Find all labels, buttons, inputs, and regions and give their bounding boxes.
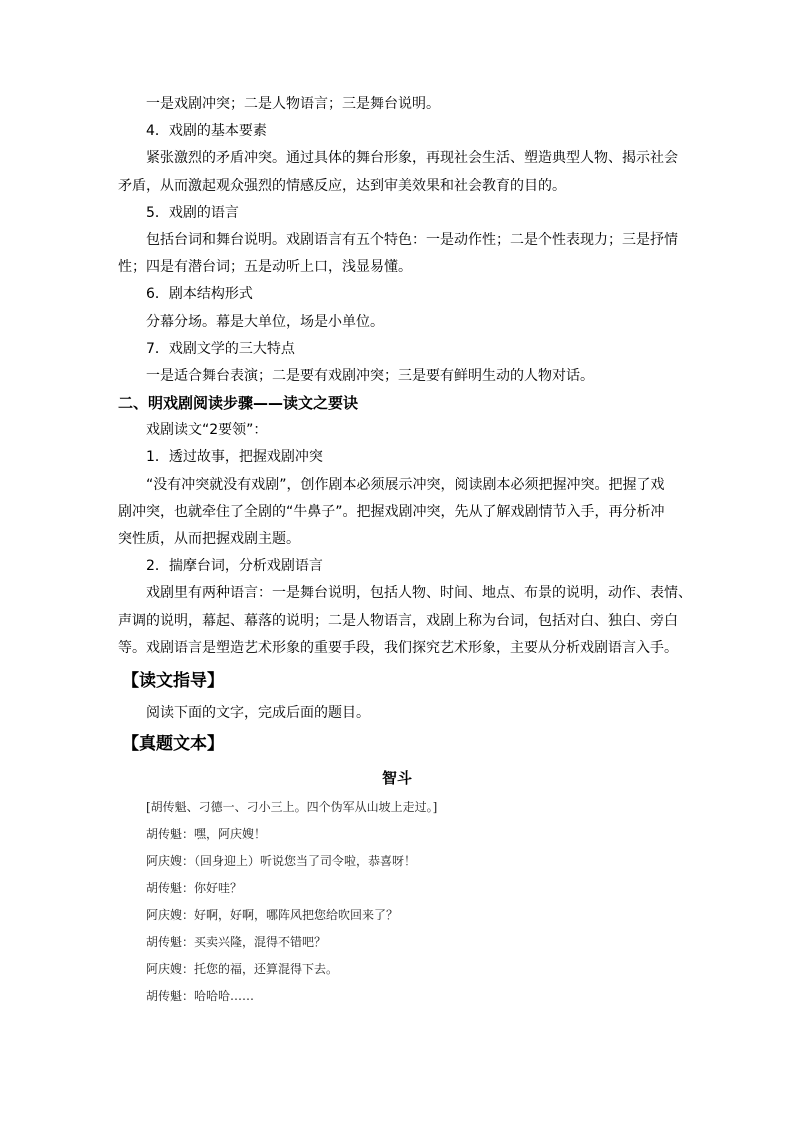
dialogue-line: 阿庆嫂：托您的福，还算混得下去。 (146, 962, 339, 976)
text-line: 一是戏剧冲突；二是人物语言；三是舞台说明。 (146, 96, 440, 112)
text-line: “没有冲突就没有戏剧”，创作剧本必须展示冲突，阅读剧本必须把握冲突。把握了戏 (146, 476, 665, 493)
text-line: 等。戏剧语言是塑造艺术形象的重要手段，我们探究艺术形象，主要从分析戏剧语言入手。 (118, 639, 678, 656)
text-line: 4．戏剧的基本要素 (146, 123, 267, 140)
script-excerpt (146, 794, 437, 1010)
dialogue-line: 胡传魁：你好哇？ (146, 881, 243, 895)
dialogue-line: 胡传魁：哈哈哈…… (146, 989, 255, 1003)
text-line: 6．剧本结构形式 (146, 286, 253, 303)
text-line: 紧张激烈的矛盾冲突。通过具体的舞台形象，再现社会生活、塑造典型人物、揭示社会 (146, 150, 678, 167)
text-line: 剧冲突，也就牵住了全剧的“牛鼻子”。把握戏剧冲突，先从了解戏剧情节入手，再分析冲 (118, 503, 665, 520)
text-line: 1．透过故事，把握戏剧冲突 (146, 449, 323, 466)
play-title: 智斗 (381, 769, 412, 787)
dialogue-line: 阿庆嫂：（回身迎上）听说您当了司令啦，恭喜呀！ (146, 854, 417, 868)
text-line: 戏剧读文“2要领”： (146, 422, 268, 439)
text-line: 分幕分场。幕是大单位，场是小单位。 (146, 313, 384, 330)
section-heading: 二、明戏剧阅读步骤——读文之要诀 (118, 394, 359, 413)
text-line: 2．揣摩台词，分析戏剧语言 (146, 558, 323, 575)
dialogue-line: 阿庆嫂：好啊，好啊，哪阵风把您给吹回来了？ (146, 908, 399, 922)
text-line: 矛盾，从而激起观众强烈的情感反应，达到审美效果和社会教育的目的。 (118, 177, 566, 194)
text-line: 包括台词和舞台说明。戏剧语言有五个特色：一是动作性；二是个性表现力；三是抒情 (146, 231, 678, 248)
text-line: 7．戏剧文学的三大特点 (146, 340, 295, 357)
text-line: 一是适合舞台表演；二是要有戏剧冲突；三是要有鲜明生动的人物对话。 (146, 367, 594, 384)
stage-direction: [胡传魁、刁德一、刁小三上。四个伪军从山坡上走过。] (146, 800, 438, 814)
section-heading-reading-guide: 【读文指导】 (122, 671, 224, 691)
text-line: 突性质，从而把握戏剧主题。 (118, 531, 300, 547)
text-line: 戏剧里有两种语言：一是舞台说明，包括人物、时间、地点、布景的说明，动作、表情、 (146, 585, 692, 602)
dialogue-line: 胡传魁：买卖兴隆，混得不错吧？ (146, 935, 327, 949)
dialogue-line: 胡传魁：嘿，阿庆嫂！ (146, 827, 267, 841)
section-heading-exam-text: 【真题文本】 (122, 734, 224, 754)
text-line: 性；四是有潜台词；五是动听上口，浅显易懂。 (118, 259, 412, 276)
reading-instruction: 阅读下面的文字，完成后面的题目。 (146, 705, 370, 721)
text-line: 5．戏剧的语言 (146, 204, 239, 221)
body-text (118, 91, 692, 662)
text-line: 声调的说明，幕起、幕落的说明；二是人物语言，戏剧上称为台词，包括对白、独白、旁白 (118, 612, 678, 629)
